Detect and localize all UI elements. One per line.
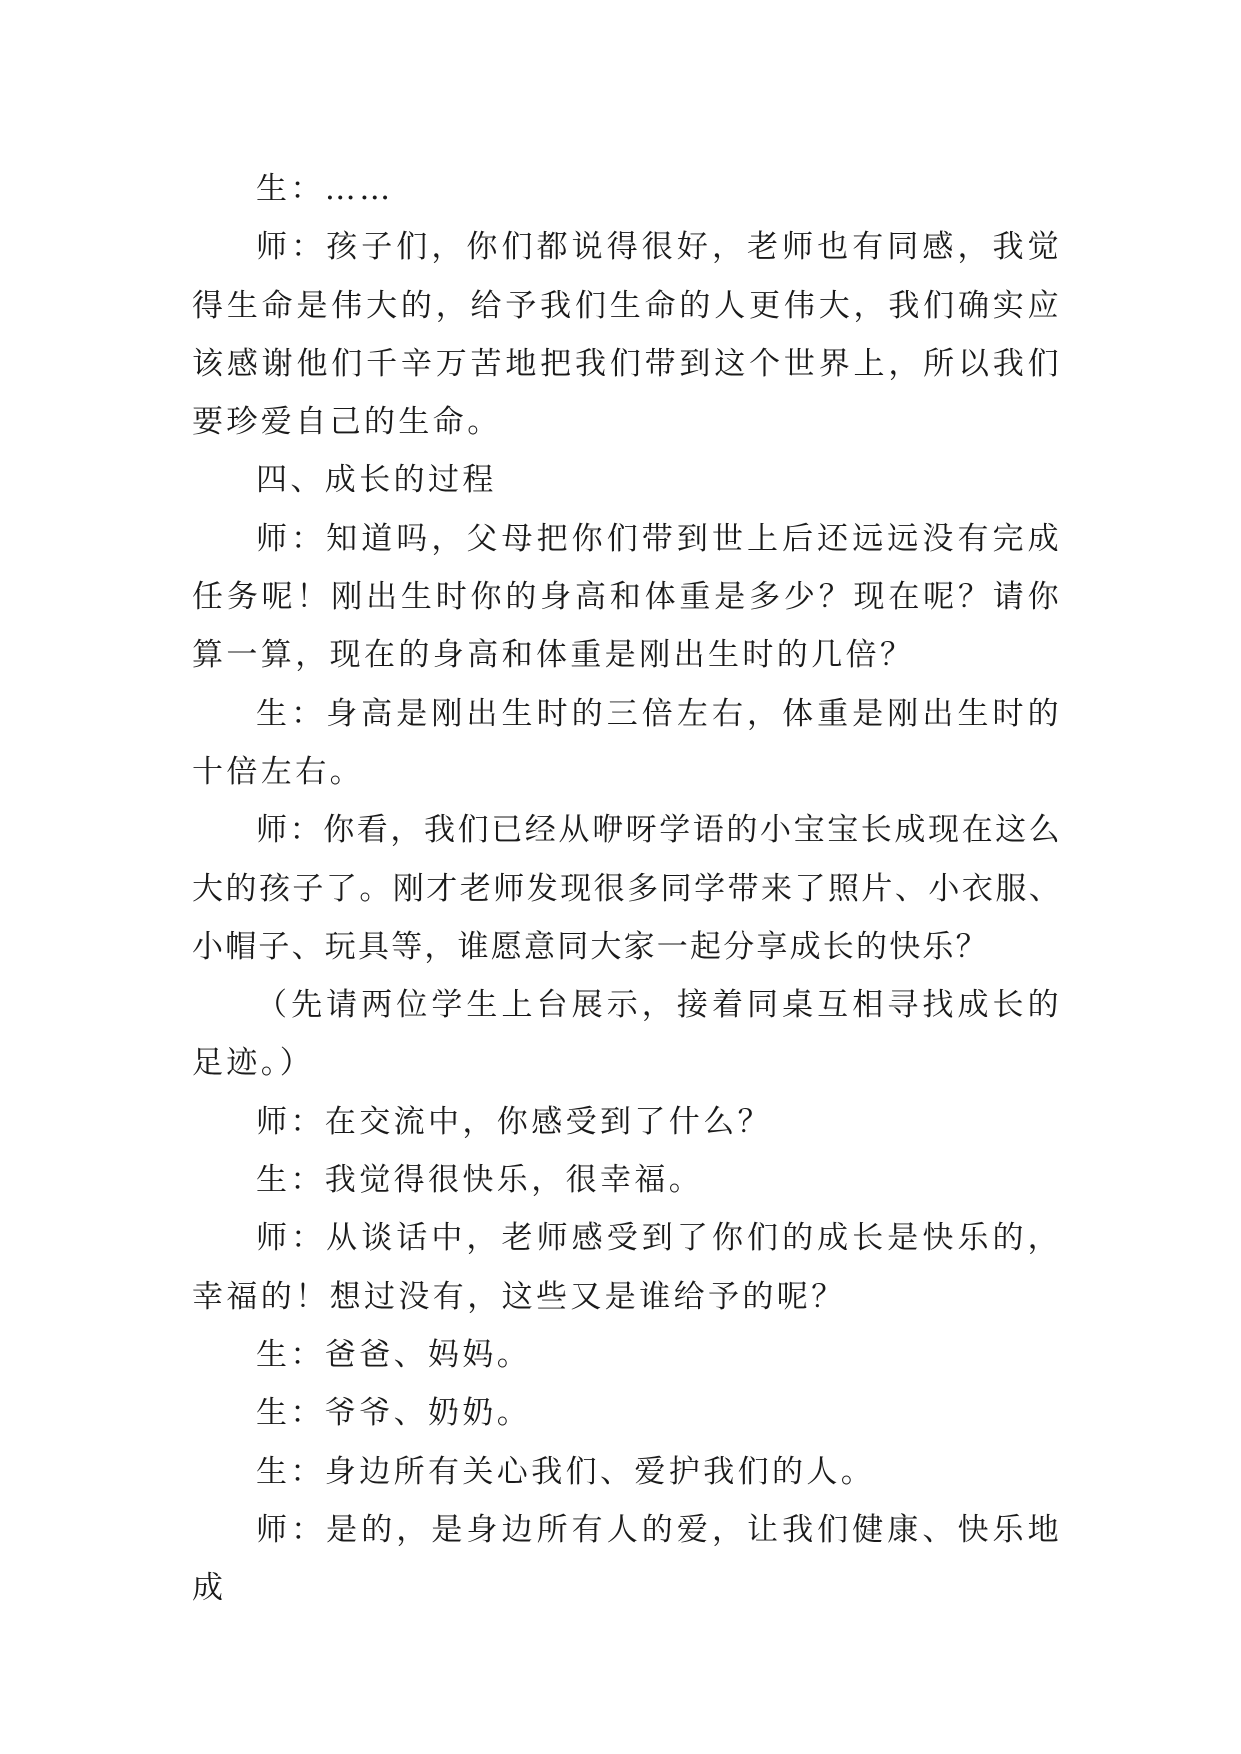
paragraph-student-height-weight: 生：身高是刚出生时的三倍左右，体重是刚出生时的十倍左右。 [192, 695, 1062, 790]
paragraph-teacher-height-weight: 师：知道吗，父母把你们带到世上后还远远没有完成任务呢！刚出生时你的身高和体重是多少？现在呢？请你算一算，现在的身高和体重是刚出生时的几倍？ [192, 520, 1062, 674]
section-heading-growth-process: 四、成长的过程 [256, 462, 497, 499]
paragraph-student-parents: 生：爸爸、妈妈。 [256, 1336, 532, 1373]
paragraph-teacher-share-growth: 师：你看，我们已经从咿呀学语的小宝宝长成现在这么大的孩子了。刚才老师发现很多同学带来了照片、小衣服、小帽子、玩具等，谁愿意同大家一起分享成长的快乐？ [192, 812, 1062, 965]
paragraph-activity-note: （先请两位学生上台展示，接着同桌互相寻找成长的足迹。） [192, 987, 1062, 1082]
paragraph-teacher-love: 师：是的，是身边所有人的爱，让我们健康、快乐地成 [192, 1511, 1062, 1607]
lesson-transcript [192, 160, 1062, 1617]
paragraph-teacher-life-great: 师：孩子们，你们都说得很好，老师也有同感，我觉得生命是伟大的，给予我们生命的人更伟大，我们确实应该感谢他们千辛万苦地把我们带到这个世界上，所以我们要珍爱自己的生命。 [192, 229, 1062, 441]
paragraph-student-grandparents: 生：爷爷、奶奶。 [256, 1395, 532, 1432]
paragraph-student-everyone: 生：身边所有关心我们、爱护我们的人。 [256, 1453, 876, 1490]
paragraph-student-ellipsis: 生：…… [256, 171, 394, 207]
paragraph-student-happy: 生：我觉得很快乐，很幸福。 [256, 1162, 704, 1199]
paragraph-teacher-who-gave: 师：从谈话中，老师感受到了你们的成长是快乐的，幸福的！想过没有，这些又是谁给予的呢？ [192, 1220, 1062, 1315]
paragraph-teacher-what-felt: 师：在交流中，你感受到了什么？ [256, 1103, 772, 1140]
